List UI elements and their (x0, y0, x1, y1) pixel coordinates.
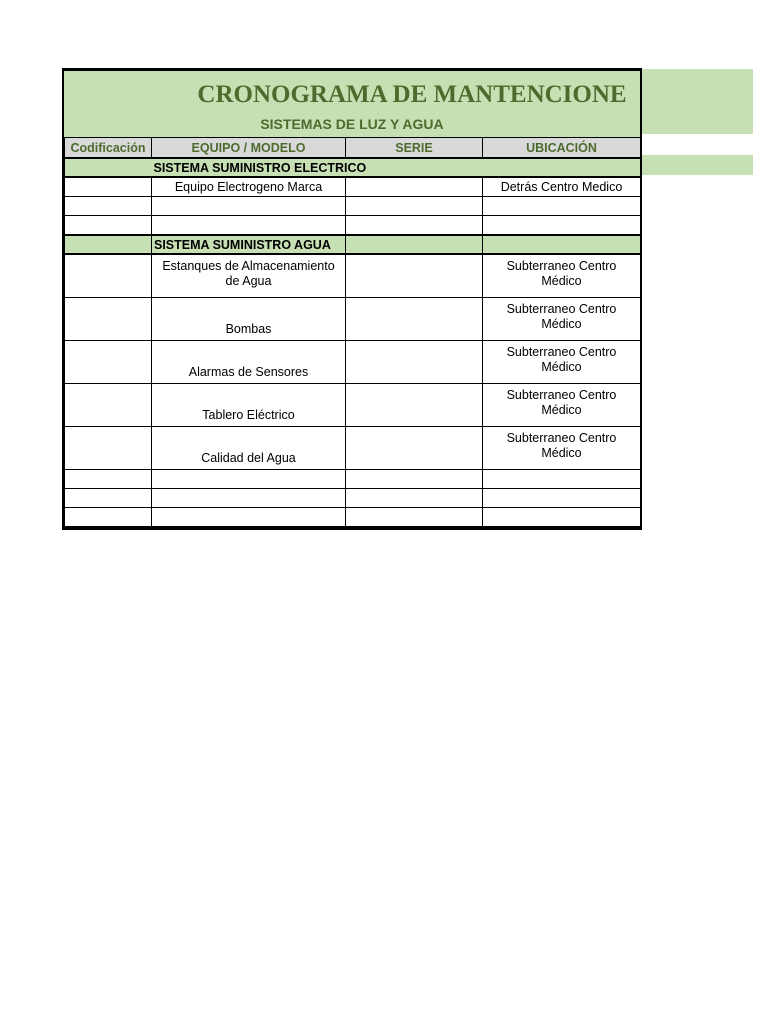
cell-serie[interactable] (346, 427, 483, 470)
cell-equipo[interactable]: Alarmas de Sensores (152, 341, 346, 384)
cell-equipo[interactable] (152, 197, 346, 216)
cell-serie[interactable] (346, 489, 483, 508)
table-row (65, 341, 641, 384)
cell-ubicacion[interactable]: Detrás Centro Medico (483, 177, 641, 197)
table-row (65, 177, 641, 197)
table-row (65, 384, 641, 427)
section-row-electrico (65, 158, 641, 177)
table-row (65, 216, 641, 236)
cell-serie[interactable] (346, 197, 483, 216)
table-row (65, 197, 641, 216)
section-cell (65, 235, 152, 254)
cell-equipo[interactable] (152, 470, 346, 489)
table-row (65, 298, 641, 341)
table-row (65, 254, 641, 298)
cell-codificacion[interactable] (65, 197, 152, 216)
cell-serie[interactable] (346, 384, 483, 427)
header-equipo-modelo: EQUIPO / MODELO (152, 138, 346, 159)
cell-ubicacion[interactable] (483, 470, 641, 489)
header-serie: SERIE (346, 138, 483, 159)
section-cell (346, 235, 483, 254)
table-row (65, 427, 641, 470)
section-cell (483, 235, 641, 254)
section-cell (65, 158, 152, 177)
cell-serie[interactable] (346, 341, 483, 384)
cell-ubicacion[interactable] (483, 508, 641, 527)
cell-equipo[interactable] (152, 508, 346, 527)
page-title: CRONOGRAMA DE MANTENCIONE (197, 81, 627, 108)
schedule-sheet (62, 68, 642, 530)
cell-serie[interactable] (346, 177, 483, 197)
table-row (65, 508, 641, 527)
cell-codificacion[interactable] (65, 384, 152, 427)
section-row-agua (65, 235, 641, 254)
section-title-agua: SISTEMA SUMINISTRO AGUA (152, 235, 346, 254)
cell-codificacion[interactable] (65, 489, 152, 508)
cell-ubicacion[interactable] (483, 197, 641, 216)
title-block (64, 71, 640, 137)
cell-serie[interactable] (346, 470, 483, 489)
cell-ubicacion[interactable] (483, 216, 641, 236)
title-band-extension (642, 69, 753, 134)
header-codificacion: Codificación (65, 138, 152, 159)
cell-serie[interactable] (346, 508, 483, 527)
cell-ubicacion[interactable]: Subterraneo Centro Médico (483, 254, 641, 298)
cell-equipo[interactable]: Estanques de Almacenamiento de Agua (152, 254, 346, 298)
cell-codificacion[interactable] (65, 427, 152, 470)
cell-ubicacion[interactable]: Subterraneo Centro Médico (483, 341, 641, 384)
cell-equipo[interactable]: Tablero Eléctrico (152, 384, 346, 427)
cell-codificacion[interactable] (65, 177, 152, 197)
cell-equipo[interactable]: Calidad del Agua (152, 427, 346, 470)
cell-equipo[interactable] (152, 489, 346, 508)
cell-codificacion[interactable] (65, 341, 152, 384)
cell-codificacion[interactable] (65, 216, 152, 236)
cell-equipo[interactable]: Equipo Electrogeno Marca (152, 177, 346, 197)
cell-equipo[interactable] (152, 216, 346, 236)
table-row (65, 489, 641, 508)
page-subtitle: SISTEMAS DE LUZ Y AGUA (260, 116, 444, 132)
cell-codificacion[interactable] (65, 470, 152, 489)
section-band-extension (642, 155, 753, 175)
header-row (65, 138, 641, 159)
header-ubicacion: UBICACIÓN (483, 138, 641, 159)
cell-serie[interactable] (346, 216, 483, 236)
cell-serie[interactable] (346, 298, 483, 341)
cell-equipo[interactable]: Bombas (152, 298, 346, 341)
cell-ubicacion[interactable] (483, 489, 641, 508)
cell-ubicacion[interactable]: Subterraneo Centro Médico (483, 298, 641, 341)
equipment-table (64, 137, 641, 527)
cell-ubicacion[interactable]: Subterraneo Centro Médico (483, 384, 641, 427)
cell-codificacion[interactable] (65, 254, 152, 298)
cell-codificacion[interactable] (65, 298, 152, 341)
cell-serie[interactable] (346, 254, 483, 298)
section-title-electrico: SISTEMA SUMINISTRO ELECTRICO (152, 158, 641, 177)
table-row (65, 470, 641, 489)
cell-ubicacion[interactable]: Subterraneo Centro Médico (483, 427, 641, 470)
cell-codificacion[interactable] (65, 508, 152, 527)
